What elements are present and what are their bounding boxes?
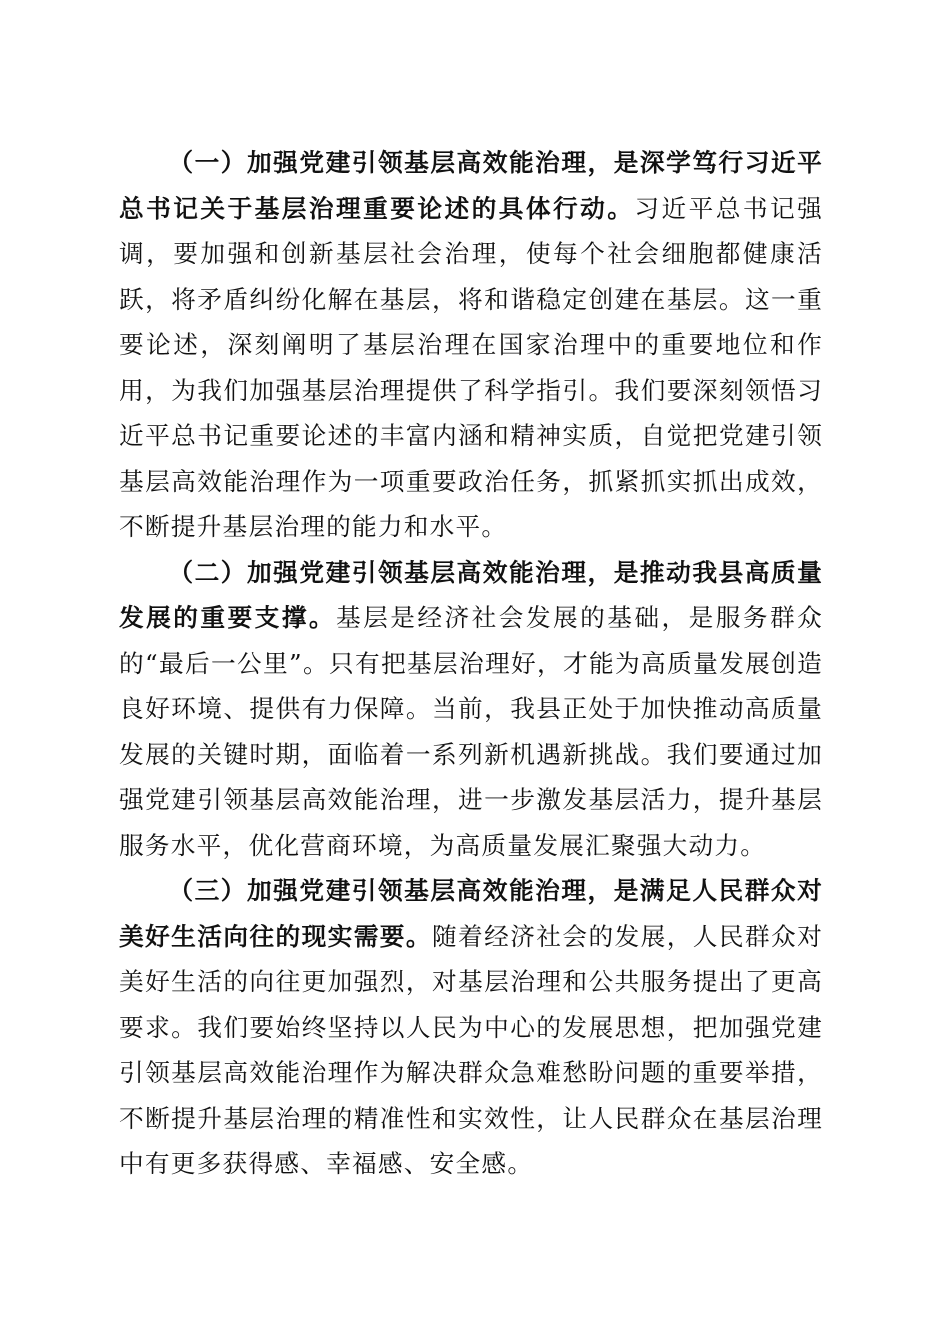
- paragraph-2-lead: （二）加强党建引领基层高效能治理，是推动我县高质量发展的重要支撑。: [119, 557, 823, 632]
- paragraph-1-body: 习近平总书记强调，要加强和创新基层社会治理，使每个社会细胞都健康活跃，将矛盾纠纷化解在基层，将和谐稳定创建在基层。这一重要论述，深刻阐明了基层治理在国家治理中的重要地位和作用，为我们加强基层治理提供了科学指引。我们要深刻领悟习近平总书记重要论述的丰富内涵和精神实质，自觉把党建引领基层高效能治理作为一项重要政治任务，抓紧抓实抓出成效，不断提升基层治理的能力和水平。: [119, 193, 823, 541]
- document-body: [119, 140, 823, 1187]
- paragraph-1: [119, 140, 823, 550]
- paragraph-1-lead: （一）加强党建引领基层高效能治理，是深学笃行习近平总书记关于基层治理重要论述的具体行动。: [119, 148, 823, 223]
- paragraph-2: [119, 550, 823, 869]
- paragraph-2-body: 基层是经济社会发展的基础，是服务群众的“最后一公里”。只有把基层治理好，才能为高质量发展创造良好环境、提供有力保障。当前，我县正处于加快推动高质量发展的关键时期，面临着一系列新机遇新挑战。我们要通过加强党建引领基层高效能治理，进一步激发基层活力，提升基层服务水平，优化营商环境，为高质量发展汇聚强大动力。: [119, 603, 823, 860]
- paragraph-3-lead: （三）加强党建引领基层高效能治理，是满足人民群众对美好生活向往的现实需要。: [119, 876, 823, 951]
- paragraph-3-body: 随着经济社会的发展，人民群众对美好生活的向往更加强烈，对基层治理和公共服务提出了更高要求。我们要始终坚持以人民为中心的发展思想，把加强党建引领基层高效能治理作为解决群众急难愁盼问题的重要举措，不断提升基层治理的精准性和实效性，让人民群众在基层治理中有更多获得感、幸福感、安全感。: [119, 921, 823, 1178]
- paragraph-3: [119, 868, 823, 1187]
